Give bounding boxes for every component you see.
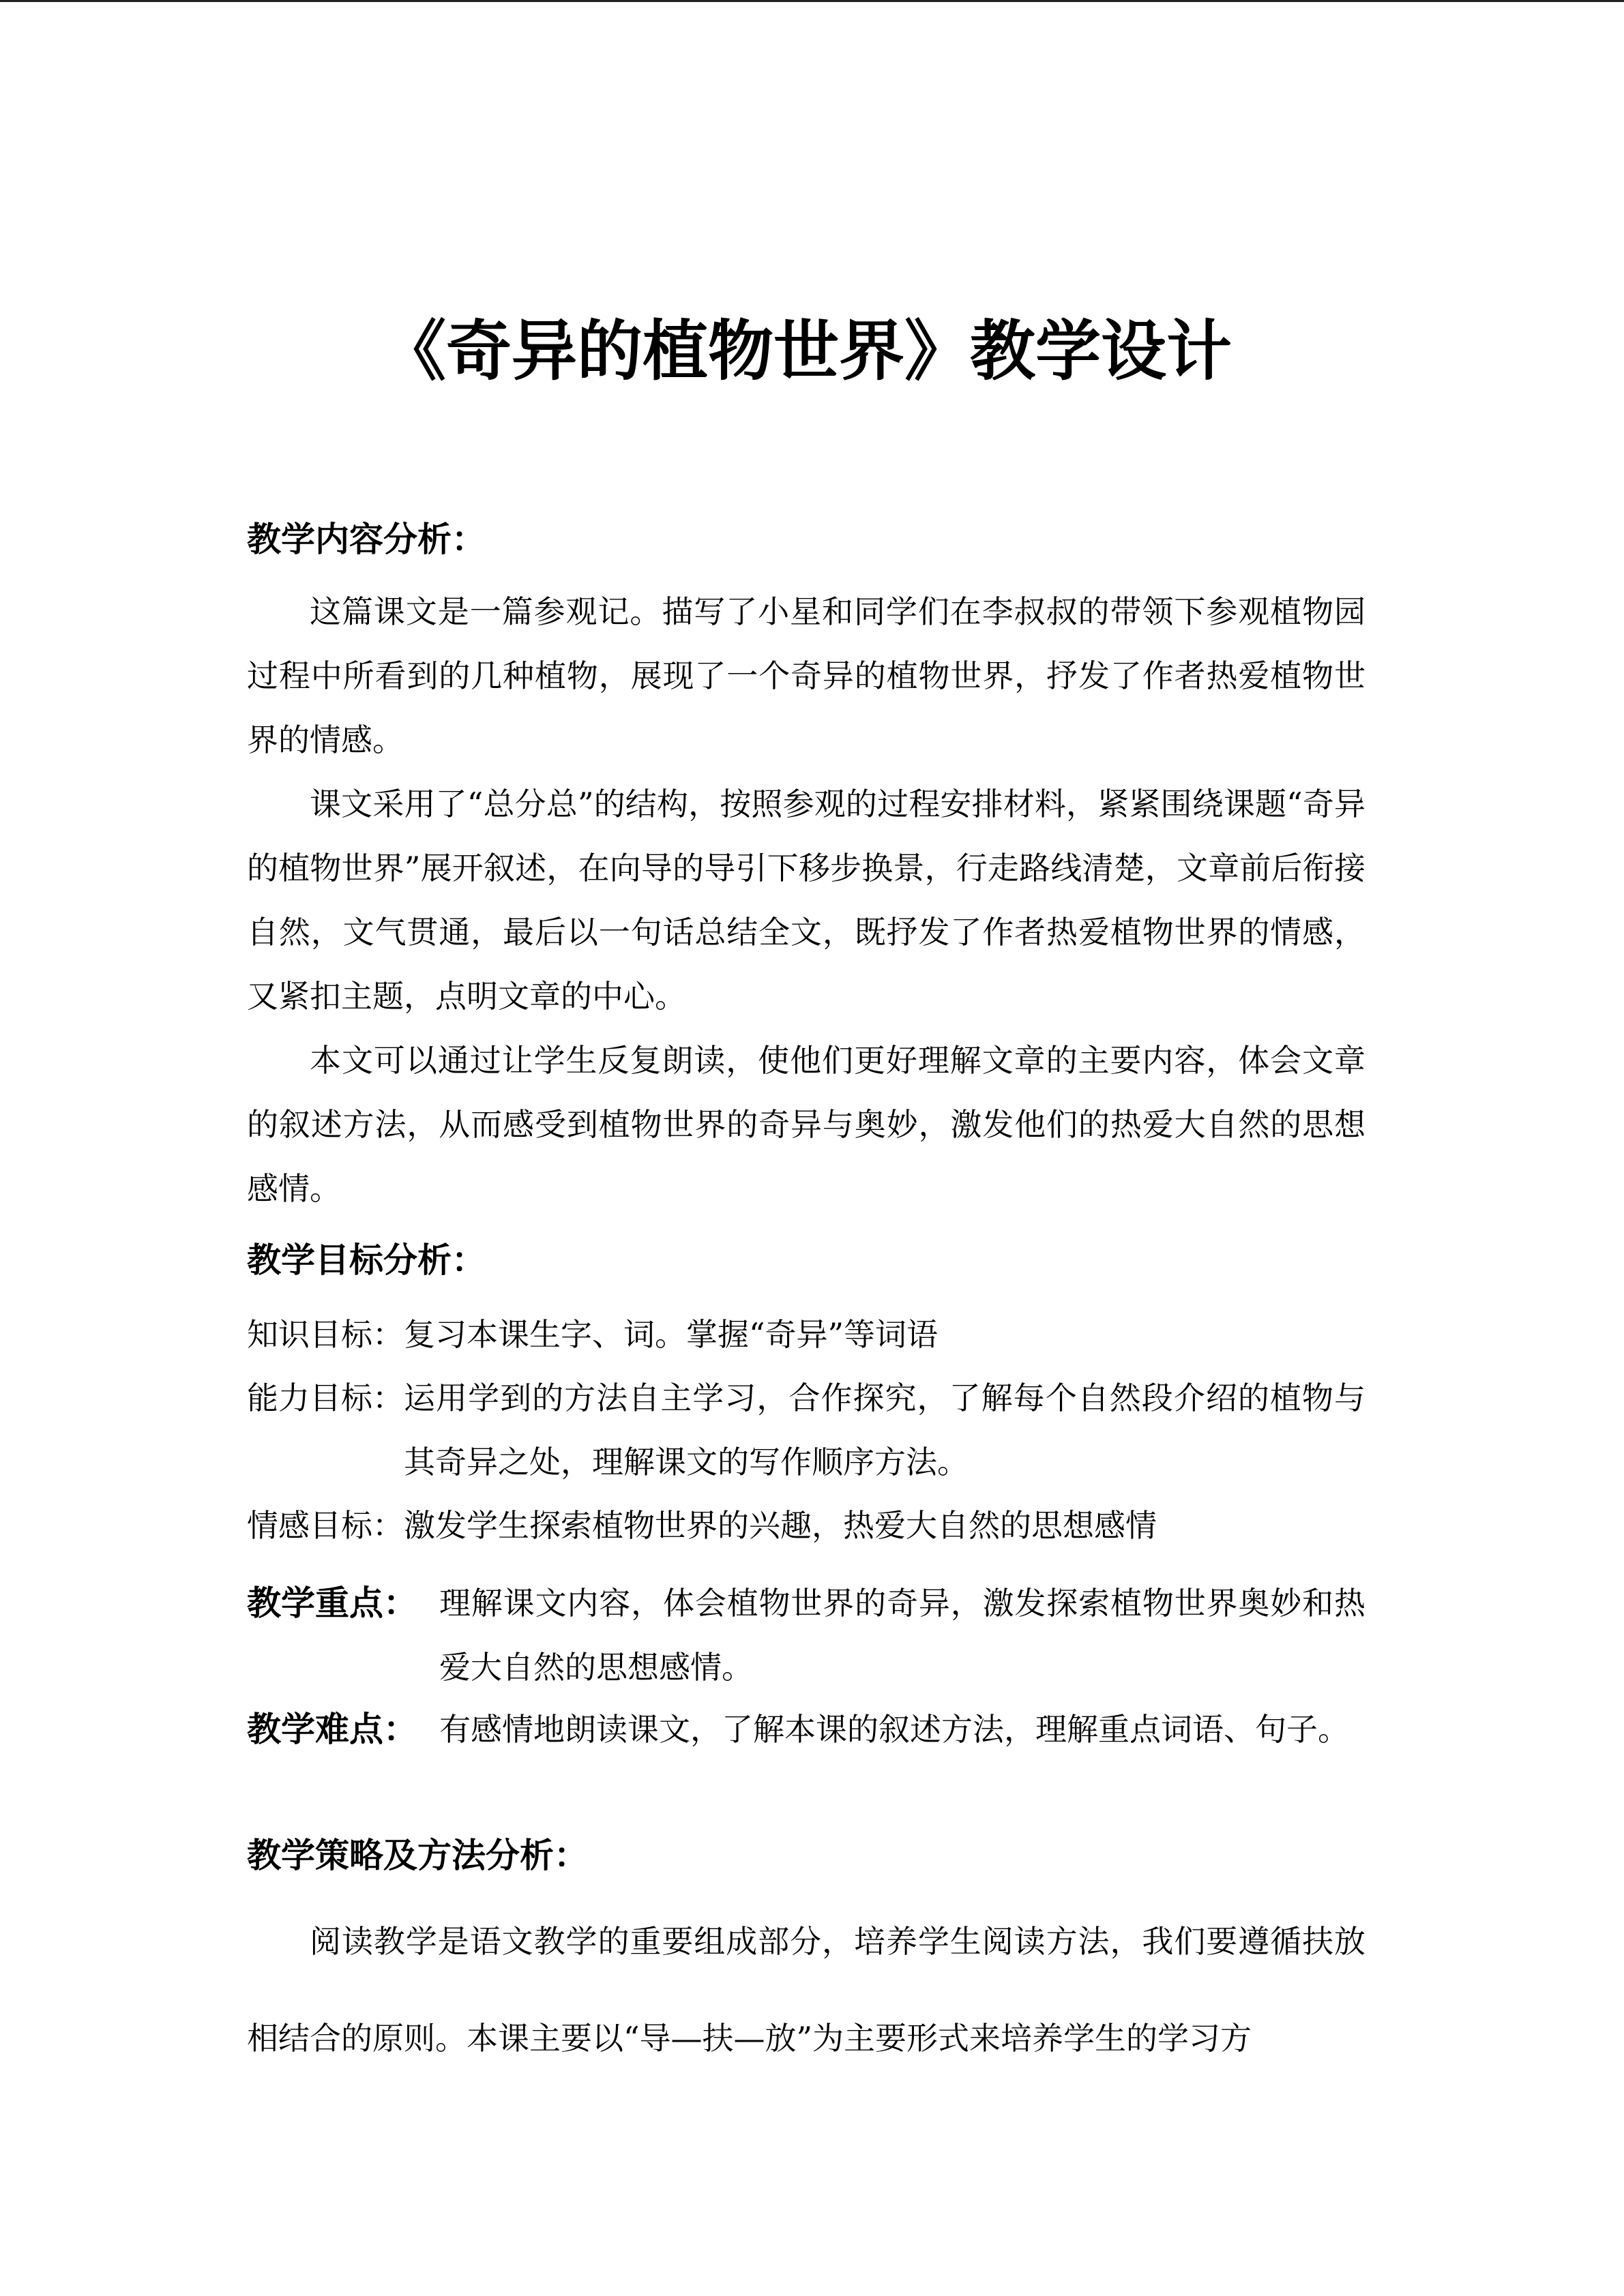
goal-knowledge-label: 知识目标： (247, 1316, 404, 1353)
key-point-text: 理解课文内容，体会植物世界的奇异，激发探索植物世界奥妙和热爱大自然的思想感情。 (439, 1585, 1365, 1686)
heading-strategy-analysis: 教学策略及方法分析： (247, 1836, 588, 1875)
goal-knowledge (247, 1302, 1365, 1367)
goal-ability-text: 运用学到的方法自主学习，合作探究，了解每个自然段介绍的植物与其奇异之处，理解课文的写作顺序方法。 (404, 1380, 1365, 1480)
document-title: 《奇异的植物世界》教学设计 (381, 313, 1232, 389)
teaching-key-point (247, 1571, 1365, 1699)
goal-emotion-text: 激发学生探索植物世界的兴趣，热爱大自然的思想感情 (404, 1507, 1157, 1544)
difficulty-text: 有感情地朗读课文，了解本课的叙述方法，理解重点词语、句子。 (439, 1711, 1349, 1748)
difficulty-label: 教学难点： (247, 1710, 417, 1749)
goal-emotion-label: 情感目标： (247, 1507, 404, 1544)
key-point-label: 教学重点： (247, 1583, 417, 1623)
content-paragraph-2: 课文采用了“总分总”的结构，按照参观的过程安排材料，紧紧围绕课题“奇异的植物世界”展开叙述，在向导的导引下移步换景，行走路线清楚，文章前后衔接自然，文气贯通，最后以一句话总结全文，既抒发了作者热爱植物世界的情感，又紧扣主题，点明文章的中心。 (247, 786, 1365, 1015)
content-paragraph-1: 这篇课文是一篇参观记。描写了小星和同学们在李叔叔的带领下参观植物园过程中所看到的几种植物，展现了一个奇异的植物世界，抒发了作者热爱植物世界的情感。 (247, 593, 1365, 758)
teaching-difficulty (247, 1697, 1365, 1761)
goal-ability-label: 能力目标： (247, 1380, 404, 1416)
content-paragraph-3: 本文可以通过让学生反复朗读，使他们更好理解文章的主要内容，体会文章的叙述方法，从而感受到植物世界的奇异与奥妙，激发他们的热爱大自然的思想感情。 (247, 1042, 1365, 1207)
page-top-border (0, 0, 1624, 2)
strategy-paragraph: 阅读教学是语文教学的重要组成部分，培养学生阅读方法，我们要遵循扶放相结合的原则。本课主要以“导—扶—放”为主要形式来培养学生的学习方 (247, 1923, 1365, 2057)
heading-goal-analysis: 教学目标分析： (247, 1240, 486, 1280)
goal-emotion (247, 1493, 1365, 1557)
goal-ability (247, 1366, 1365, 1494)
goal-knowledge-text: 复习本课生字、词。掌握“奇异”等词语 (404, 1316, 939, 1353)
heading-content-analysis: 教学内容分析： (247, 520, 486, 559)
